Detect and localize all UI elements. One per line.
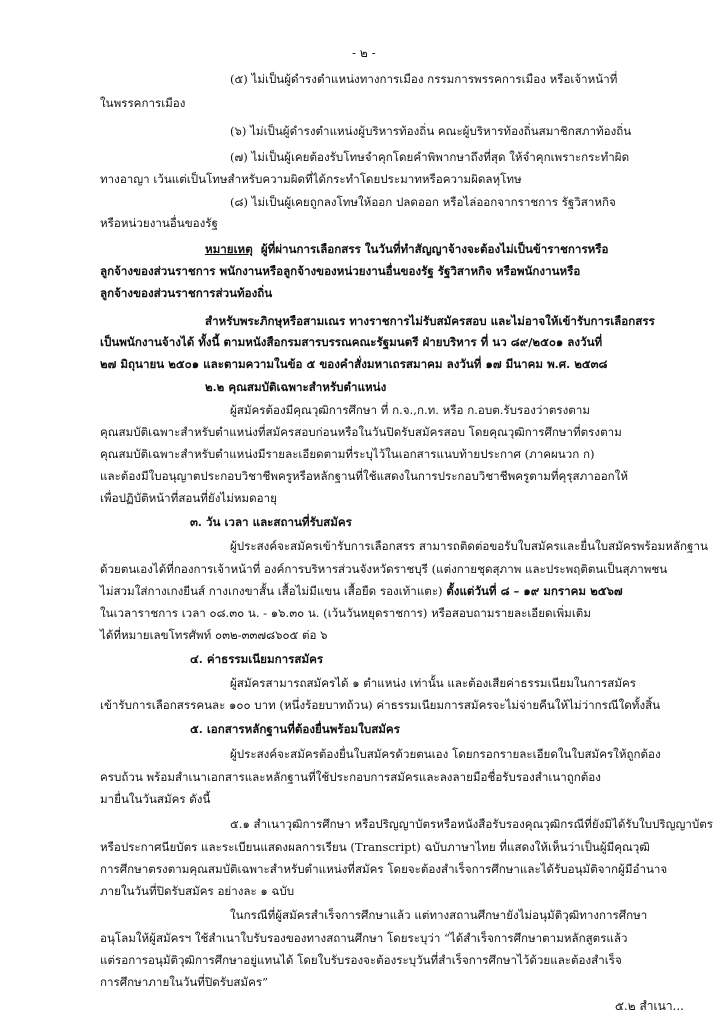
graduate-note-line-4: การศึกษาภายในวันที่ปิดรับสมัคร” — [100, 975, 269, 989]
section-5-1-line-3: การศึกษาตรงตามคุณสมบัติเฉพาะสำหรับตำแหน่งที่สมัคร โดยจะต้องสำเร็จการศึกษาและได้รับอนุมัติจากผู้มีอำนาจ — [100, 862, 668, 876]
qualification-item-7-cont: ทางอาญา เว้นแต่เป็นโทษสำหรับความผิดที่ได้กระทำโดยประมาทหรือความผิดลหุโทษ — [100, 172, 522, 186]
monk-line-3: ๒๗ มิถุนายน ๒๕๐๑ และตามความในข้อ ๕ ของคำสั่งมหาเถรสมาคม ลงวันที่ ๑๗ มีนาคม พ.ศ. ๒๕๓๘ — [100, 357, 608, 371]
section-5-line-2: ครบถ้วน พร้อมสำเนาเอกสารและหลักฐานที่ใช้ประกอบการสมัครและลงลายมือชื่อรับรองสำเนาถูกต้อง — [100, 770, 601, 784]
section-5-1-line-1: ๕.๑ สำเนาวุฒิการศึกษา หรือปริญญาบัตรหรือหนังสือรับรองคุณวุฒิกรณีที่ยังมิได้รับใบปริญญาบัตร — [230, 817, 713, 831]
section-3-line-1: ผู้ประสงค์จะสมัครเข้ารับการเลือกสรร สามารถติดต่อขอรับใบสมัครและยื่นใบสมัครพร้อมหลักฐาน — [230, 539, 708, 553]
section-5-line-3: มายื่นในวันสมัคร ดังนี้ — [100, 792, 211, 806]
page-number: - ๒ - — [352, 46, 376, 60]
graduate-note-line-3: แต่รอการอนุมัติวุฒิการศึกษาอยู่แทนได้ โดยใบรับรองจะต้องระบุวันที่สำเร็จการศึกษาไว้ด้วยและต้องสำเร็จ — [100, 953, 622, 967]
note-label: หมายเหตุ — [205, 242, 253, 256]
section-2-2-line-5: เพื่อปฏิบัติหน้าที่สอนที่ยังไม่หมดอายุ — [100, 491, 277, 505]
section-2-2-line-1: ผู้สมัครต้องมีคุณวุฒิการศึกษา ที่ ก.จ.,ก.ท. หรือ ก.อบต.รับรองว่าตรงตาม — [230, 403, 590, 417]
section-2-2-heading: ๒.๒ คุณสมบัติเฉพาะสำหรับตำแหน่ง — [205, 380, 387, 394]
section-2-2-line-2: คุณสมบัติเฉพาะสำหรับตำแหน่งที่สมัครสอบก่อนหรือในวันปิดรับสมัครสอบ โดยคุณวุฒิการศึกษาที่ตรงตาม — [100, 425, 622, 439]
graduate-note-line-1: ในกรณีที่ผู้สมัครสำเร็จการศึกษาแล้ว แต่ทางสถานศึกษายังไม่อนุมัติวุฒิทางการศึกษา — [230, 908, 648, 922]
section-4-line-1: ผู้สมัครสามารถสมัครได้ ๑ ตำแหน่ง เท่านั้น และต้องเสียค่าธรรมเนียมในการสมัคร — [230, 676, 636, 690]
qualification-item-8: (๘) ไม่เป็นผู้เคยถูกลงโทษให้ออก ปลดออก หรือไล่ออกจากราชการ รัฐวิสาหกิจ — [230, 195, 616, 209]
section-3-line-3 — [100, 582, 623, 600]
qualification-item-5-cont: ในพรรคการเมือง — [100, 96, 186, 110]
section-3-line-3-text: ไม่สวมใส่กางเกงยีนส์ กางเกงขาสั้น เสื้อไม่มีแขน เสื้อยืด รองเท้าแตะ) — [100, 584, 443, 598]
note-line-1 — [205, 240, 609, 258]
monk-line-2: เป็นพนักงานจ้างได้ ทั้งนี้ ตามหนังสือกรมสารบรรณคณะรัฐมนตรี ฝ่ายบริหาร ที่ นว ๘๙/๒๕๐๑ ลงวันที่ — [100, 335, 603, 349]
section-4-heading: ๔. ค่าธรรมเนียมการสมัคร — [190, 652, 324, 666]
section-3-line-5: ได้ที่หมายเลขโทรศัพท์ ๐๓๒-๓๓๗๘๖๐๕ ต่อ ๖ — [100, 628, 328, 642]
qualification-item-8-cont: หรือหน่วยงานอื่นของรัฐ — [100, 216, 218, 230]
section-2-2-line-4: และต้องมีใบอนุญาตประกอบวิชาชีพครูหรือหลักฐานที่ใช้แสดงในการประกอบวิชาชีพครูตามที่คุรุสภาออกให้ — [100, 469, 628, 483]
application-period: ตั้งแต่วันที่ ๘ – ๑๙ มกราคม ๒๕๖๗ — [446, 584, 623, 598]
section-5-1-line-2: หรือประกาศนียบัตร และระเบียนแสดงผลการเรียน (Transcript) ฉบับภาษาไทย ที่แสดงให้เห็นว่าเป็นผู้มีคุณวุฒิ — [100, 840, 650, 854]
section-5-heading: ๕. เอกสารหลักฐานที่ต้องยื่นพร้อมใบสมัคร — [190, 722, 400, 736]
section-4-line-2: เข้ารับการเลือกสรรคนละ ๑๐๐ บาท (หนึ่งร้อยบาทถ้วน) ค่าธรรมเนียมการสมัครจะไม่จ่ายคืนให้ไม่ว่ากรณีใดทั้งสิ้น — [100, 698, 661, 712]
qualification-item-6: (๖) ไม่เป็นผู้ดำรงตำแหน่งผู้บริหารท้องถิ่น คณะผู้บริหารท้องถิ่นสมาชิกสภาท้องถิ่น — [230, 124, 632, 138]
monk-line-1: สำหรับพระภิกษุหรือสามเณร ทางราชการไม่รับสมัครสอบ และไม่อาจให้เข้ารับการเลือกสรร — [205, 314, 655, 328]
qualification-item-7: (๗) ไม่เป็นผู้เคยต้องรับโทษจำคุกโดยคำพิพากษาถึงที่สุด ให้จำคุกเพราะกระทำผิด — [230, 150, 630, 164]
section-3-heading: ๓. วัน เวลา และสถานที่รับสมัคร — [190, 515, 352, 529]
section-3-line-2: ด้วยตนเองได้ที่กองการเจ้าหน้าที่ องค์การบริหารส่วนจังหวัดราชบุรี (แต่งกายชุดสุภาพ และประพฤติตนเป็นสุภาพชน — [100, 562, 668, 576]
graduate-note-line-2: อนุโลมให้ผู้สมัครฯ ใช้สำเนาใบรับรองของทางสถานศึกษา โดยระบุว่า “ได้สำเร็จการศึกษาตามหลักสูตรแล้ว — [100, 931, 628, 945]
section-3-line-4: ในเวลาราชการ เวลา ๐๘.๓๐ น. - ๑๖.๓๐ น. (เว้นวันหยุดราชการ) หรือสอบถามรายละเอียดเพิ่มเติม — [100, 606, 591, 620]
section-5-1-line-4: ภายในวันที่ปิดรับสมัคร อย่างละ ๑ ฉบับ — [100, 884, 295, 898]
note-line-2: ลูกจ้างของส่วนราชการ พนักงานหรือลูกจ้างของหน่วยงานอื่นของรัฐ รัฐวิสาหกิจ หรือพนักงานหรือ — [100, 264, 581, 278]
note-line-3: ลูกจ้างของส่วนราชการส่วนท้องถิ่น — [100, 286, 273, 300]
qualification-item-5: (๕) ไม่เป็นผู้ดำรงตำแหน่งทางการเมือง กรรมการพรรคการเมือง หรือเจ้าหน้าที่ — [230, 72, 618, 86]
note-text-1: ผู้ที่ผ่านการเลือกสรร ในวันที่ทำสัญญาจ้างจะต้องไม่เป็นข้าราชการหรือ — [260, 242, 609, 256]
continuation-marker: ๕.๒ สำเนา... — [614, 999, 684, 1013]
section-2-2-line-3: คุณสมบัติเฉพาะสำหรับตำแหน่งมีรายละเอียดตามที่ระบุไว้ในเอกสารแนบท้ายประกาศ (ภาคผนวก ก) — [100, 447, 595, 461]
section-5-line-1: ผู้ประสงค์จะสมัครต้องยื่นใบสมัครด้วยตนเอง โดยกรอกรายละเอียดในใบสมัครให้ถูกต้อง — [230, 747, 661, 761]
